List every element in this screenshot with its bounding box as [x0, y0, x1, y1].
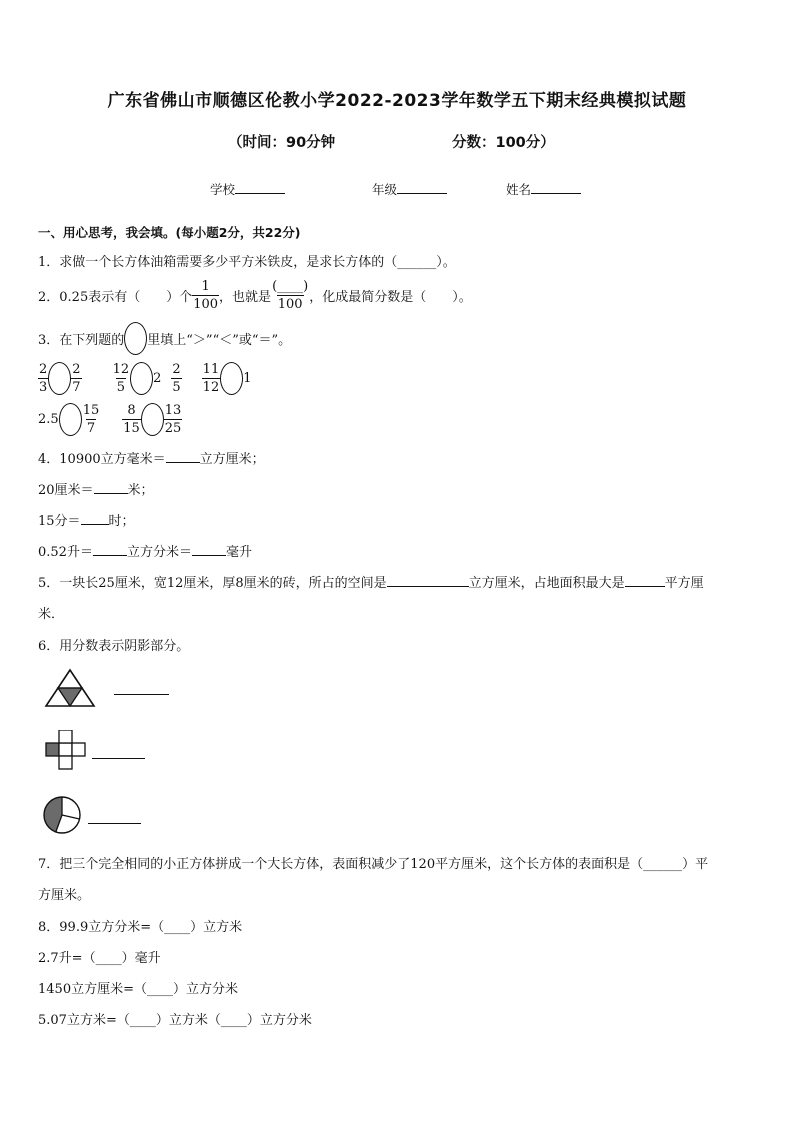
- q3-frac: $\frac{2}{7}$: [72, 361, 81, 395]
- question-7: 7．把三个完全相同的小正方体拼成一个大长方体，表面积减少了120平方厘米，这个长方体的表面积是（______）平: [38, 857, 709, 872]
- answer-blank[interactable]: [387, 574, 469, 587]
- answer-oval[interactable]: [141, 403, 164, 436]
- grade-field: [372, 180, 447, 198]
- q1-end: ）。: [436, 255, 456, 270]
- question-8-line-1: 8．99.9立方分米=（____）立方米: [38, 920, 243, 935]
- exam-time: （时间：90分钟: [228, 135, 336, 151]
- question-8-line-3: 1450立方厘米=（____）立方分米: [38, 982, 238, 997]
- answer-blank[interactable]: [625, 574, 665, 587]
- exam-score: 分数：100分）: [452, 135, 555, 151]
- q3-row-1: [38, 360, 252, 396]
- answer-blank[interactable]: [88, 811, 141, 824]
- q3-frac: $\frac{13}{25}$: [164, 402, 182, 436]
- question-4-line-1: 4．10900立方毫米＝ 立方厘米；: [38, 452, 265, 467]
- question-5: 5．一块长25厘米，宽12厘米，厚8厘米的砖，所占的空间是 立方厘米，占地面积最大是 平方厘: [38, 576, 704, 591]
- name-blank: [531, 180, 581, 194]
- question-1: [38, 251, 456, 270]
- name-label: 姓名: [506, 182, 532, 197]
- question-5-cont: 米．: [38, 607, 65, 622]
- school-label: 学校: [210, 182, 236, 197]
- shaded-triangle-figure: [44, 668, 96, 708]
- answer-blank[interactable]: [114, 682, 169, 695]
- exam-title: 广东省佛山市顺德区伦教小学2022-2023学年数学五下期末经典模拟试题: [107, 91, 687, 111]
- answer-oval[interactable]: [220, 362, 243, 395]
- q3-row-2: [38, 401, 182, 437]
- q2-fraction-1: $\frac{1}{100}$: [193, 278, 219, 312]
- q2-text-b: ，也就是: [219, 289, 272, 305]
- question-4-line-2: 20厘米＝ 米；: [38, 483, 154, 498]
- answer-blank[interactable]: [94, 481, 128, 494]
- question-7-cont: 方厘米。: [38, 888, 91, 903]
- q2-fraction-2: $\frac{(\_\_\_\_)}{100}$: [272, 278, 309, 312]
- q3-frac: $\frac{11}{12}$: [202, 361, 220, 395]
- q1-text: 1．求做一个长方体油箱需要多少平方米铁皮，是求长方体的（: [38, 255, 398, 270]
- q3-frac: $\frac{15}{7}$: [82, 402, 100, 436]
- shaded-cross-figure: [44, 730, 88, 770]
- school-blank: [235, 180, 285, 194]
- q3-number: 1: [243, 370, 252, 386]
- grade-label: 年级: [372, 182, 398, 197]
- grade-blank: [397, 180, 447, 194]
- q3-frac: $\frac{8}{15}$: [123, 402, 140, 436]
- section-heading: 一、用心思考，我会填。(每小题2分，共22分): [38, 225, 301, 240]
- q3-frac: $\frac{12}{5}$: [112, 361, 130, 395]
- q2-text-c: ，化成最简分数是（ ）。: [309, 289, 472, 305]
- answer-blank[interactable]: [93, 543, 127, 556]
- question-2: [38, 275, 472, 315]
- question-3: [38, 322, 291, 354]
- question-8-line-4: 5.07立方米=（____）立方米（____）立方分米: [38, 1013, 312, 1028]
- question-6: 6．用分数表示阴影部分。: [38, 639, 190, 654]
- q3-number: 2: [153, 370, 162, 386]
- question-8-line-2: 2.7升=（____）毫升: [38, 951, 161, 966]
- answer-blank[interactable]: [192, 543, 226, 556]
- question-4-line-3: 15分＝ 时；: [38, 514, 135, 529]
- answer-oval[interactable]: [59, 403, 82, 436]
- q3-text-b: 里填上“＞”“＜”或“＝”。: [147, 332, 292, 348]
- q1-blank: ______: [397, 255, 437, 270]
- answer-blank[interactable]: [81, 512, 109, 525]
- q3-number: 2.5: [38, 411, 59, 427]
- answer-oval[interactable]: [130, 362, 153, 395]
- answer-blank[interactable]: [166, 450, 200, 463]
- q3-frac: $\frac{2}{3}$: [39, 361, 48, 395]
- school-field: [210, 180, 285, 198]
- answer-blank[interactable]: [92, 746, 145, 759]
- question-4-line-4: 0.52升＝ 立方分米＝ 毫升: [38, 545, 252, 560]
- q3-frac: $\frac{2}{5}$: [172, 361, 181, 395]
- q3-text-a: 3．在下列题的: [38, 332, 125, 348]
- answer-oval[interactable]: [48, 362, 71, 395]
- shaded-circle-figure: [40, 795, 84, 835]
- name-field: [506, 180, 581, 198]
- compare-oval-icon: [124, 322, 147, 355]
- q2-text-a: 2．0.25表示有（ ）个: [38, 289, 193, 305]
